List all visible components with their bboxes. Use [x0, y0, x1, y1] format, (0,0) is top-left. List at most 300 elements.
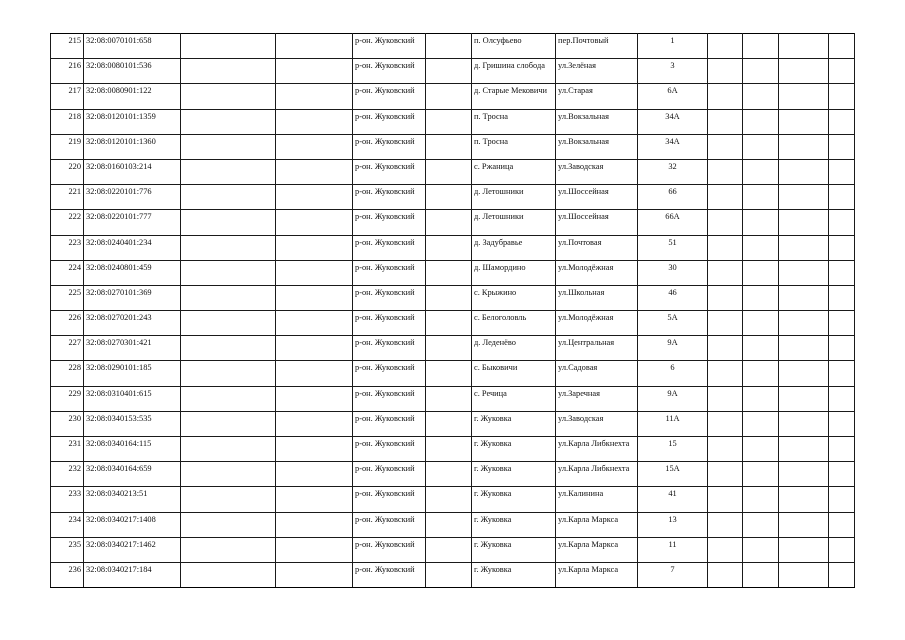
table-row	[51, 109, 855, 134]
cadastral-number: 32:08:0340217:1462	[84, 537, 181, 562]
empty-cell	[779, 134, 829, 159]
empty-cell	[426, 311, 472, 336]
street: ул.Почтовая	[556, 235, 638, 260]
row-number: 231	[51, 437, 84, 462]
empty-cell	[276, 386, 353, 411]
empty-cell	[829, 537, 855, 562]
settlement: с. Речица	[472, 386, 556, 411]
table-row	[51, 285, 855, 310]
table-row	[51, 537, 855, 562]
district: р-он. Жуковский	[353, 336, 426, 361]
empty-cell	[276, 285, 353, 310]
house-number: 34А	[638, 134, 708, 159]
settlement: д. Шамордино	[472, 260, 556, 285]
house-number: 9А	[638, 386, 708, 411]
settlement: с. Крыжино	[472, 285, 556, 310]
empty-cell	[426, 537, 472, 562]
table-row	[51, 59, 855, 84]
empty-cell	[708, 235, 743, 260]
row-number: 233	[51, 487, 84, 512]
street: ул.Заводская	[556, 159, 638, 184]
empty-cell	[829, 562, 855, 587]
empty-cell	[708, 59, 743, 84]
table-row	[51, 437, 855, 462]
empty-cell	[779, 260, 829, 285]
empty-cell	[181, 134, 276, 159]
empty-cell	[181, 84, 276, 109]
settlement: г. Жуковка	[472, 462, 556, 487]
table-row	[51, 210, 855, 235]
empty-cell	[708, 285, 743, 310]
empty-cell	[426, 462, 472, 487]
row-number: 225	[51, 285, 84, 310]
table-row	[51, 260, 855, 285]
empty-cell	[708, 34, 743, 59]
empty-cell	[743, 134, 779, 159]
house-number: 6	[638, 361, 708, 386]
empty-cell	[181, 487, 276, 512]
empty-cell	[276, 487, 353, 512]
house-number: 11	[638, 537, 708, 562]
table-row	[51, 512, 855, 537]
empty-cell	[708, 134, 743, 159]
empty-cell	[708, 336, 743, 361]
empty-cell	[779, 336, 829, 361]
settlement: г. Жуковка	[472, 411, 556, 436]
empty-cell	[779, 59, 829, 84]
empty-cell	[779, 512, 829, 537]
empty-cell	[829, 210, 855, 235]
settlement: д. Леденёво	[472, 336, 556, 361]
house-number: 5А	[638, 311, 708, 336]
empty-cell	[276, 59, 353, 84]
empty-cell	[743, 336, 779, 361]
street: пер.Почтовый	[556, 34, 638, 59]
empty-cell	[779, 562, 829, 587]
empty-cell	[743, 185, 779, 210]
cadastral-number: 32:08:0080101:536	[84, 59, 181, 84]
empty-cell	[829, 34, 855, 59]
row-number: 221	[51, 185, 84, 210]
empty-cell	[426, 411, 472, 436]
empty-cell	[829, 311, 855, 336]
empty-cell	[276, 411, 353, 436]
house-number: 41	[638, 487, 708, 512]
street: ул.Зелёная	[556, 59, 638, 84]
row-number: 222	[51, 210, 84, 235]
district: р-он. Жуковский	[353, 311, 426, 336]
empty-cell	[181, 361, 276, 386]
district: р-он. Жуковский	[353, 134, 426, 159]
row-number: 224	[51, 260, 84, 285]
empty-cell	[426, 84, 472, 109]
table-row	[51, 361, 855, 386]
empty-cell	[426, 562, 472, 587]
house-number: 30	[638, 260, 708, 285]
district: р-он. Жуковский	[353, 487, 426, 512]
empty-cell	[276, 134, 353, 159]
empty-cell	[276, 185, 353, 210]
empty-cell	[181, 210, 276, 235]
settlement: д. Летошники	[472, 185, 556, 210]
empty-cell	[276, 462, 353, 487]
empty-cell	[181, 311, 276, 336]
cadastral-number: 32:08:0220101:777	[84, 210, 181, 235]
street: ул.Вокзальная	[556, 109, 638, 134]
empty-cell	[426, 512, 472, 537]
empty-cell	[708, 512, 743, 537]
empty-cell	[426, 134, 472, 159]
house-number: 66А	[638, 210, 708, 235]
cadastral-number: 32:08:0310401:615	[84, 386, 181, 411]
empty-cell	[426, 386, 472, 411]
cadastral-number: 32:08:0340153:535	[84, 411, 181, 436]
cadastral-number: 32:08:0340164:659	[84, 462, 181, 487]
street: ул.Карла Маркса	[556, 512, 638, 537]
empty-cell	[181, 235, 276, 260]
empty-cell	[276, 109, 353, 134]
cadastral-number: 32:08:0070101:658	[84, 34, 181, 59]
house-number: 1	[638, 34, 708, 59]
empty-cell	[426, 285, 472, 310]
empty-cell	[829, 59, 855, 84]
district: р-он. Жуковский	[353, 285, 426, 310]
empty-cell	[829, 285, 855, 310]
street: ул.Заречная	[556, 386, 638, 411]
settlement: г. Жуковка	[472, 562, 556, 587]
empty-cell	[829, 260, 855, 285]
empty-cell	[181, 562, 276, 587]
district: р-он. Жуковский	[353, 59, 426, 84]
empty-cell	[181, 34, 276, 59]
street: ул.Шоссейная	[556, 210, 638, 235]
empty-cell	[743, 437, 779, 462]
street: ул.Карла Маркса	[556, 537, 638, 562]
house-number: 46	[638, 285, 708, 310]
empty-cell	[779, 487, 829, 512]
empty-cell	[743, 411, 779, 436]
cadastral-number: 32:08:0120101:1360	[84, 134, 181, 159]
empty-cell	[708, 537, 743, 562]
district: р-он. Жуковский	[353, 512, 426, 537]
table-row	[51, 462, 855, 487]
house-number: 51	[638, 235, 708, 260]
empty-cell	[779, 159, 829, 184]
empty-cell	[426, 235, 472, 260]
cadastral-number: 32:08:0270101:369	[84, 285, 181, 310]
street: ул.Карла Либкнехта	[556, 462, 638, 487]
empty-cell	[181, 59, 276, 84]
settlement: с. Быковичи	[472, 361, 556, 386]
row-number: 226	[51, 311, 84, 336]
empty-cell	[426, 437, 472, 462]
table-row	[51, 386, 855, 411]
settlement: д. Старые Мековичи	[472, 84, 556, 109]
empty-cell	[708, 361, 743, 386]
empty-cell	[708, 487, 743, 512]
table-row	[51, 134, 855, 159]
table-row	[51, 487, 855, 512]
empty-cell	[426, 159, 472, 184]
empty-cell	[829, 512, 855, 537]
house-number: 13	[638, 512, 708, 537]
settlement: с. Ржаница	[472, 159, 556, 184]
empty-cell	[779, 34, 829, 59]
cadastral-number: 32:08:0220101:776	[84, 185, 181, 210]
district: р-он. Жуковский	[353, 34, 426, 59]
cadastral-number: 32:08:0270201:243	[84, 311, 181, 336]
row-number: 236	[51, 562, 84, 587]
empty-cell	[708, 562, 743, 587]
empty-cell	[743, 285, 779, 310]
empty-cell	[276, 210, 353, 235]
settlement: п. Тросна	[472, 134, 556, 159]
street: ул.Заводская	[556, 411, 638, 436]
empty-cell	[708, 84, 743, 109]
row-number: 230	[51, 411, 84, 436]
settlement: г. Жуковка	[472, 537, 556, 562]
empty-cell	[181, 336, 276, 361]
table-row	[51, 159, 855, 184]
empty-cell	[779, 462, 829, 487]
district: р-он. Жуковский	[353, 411, 426, 436]
cadastral-number: 32:08:0340217:184	[84, 562, 181, 587]
empty-cell	[181, 537, 276, 562]
street: ул.Карла Маркса	[556, 562, 638, 587]
empty-cell	[743, 386, 779, 411]
empty-cell	[708, 411, 743, 436]
cadastral-number: 32:08:0080901:122	[84, 84, 181, 109]
empty-cell	[181, 260, 276, 285]
table-row	[51, 311, 855, 336]
settlement: г. Жуковка	[472, 487, 556, 512]
cadastral-number: 32:08:0290101:185	[84, 361, 181, 386]
cadastral-number: 32:08:0270301:421	[84, 336, 181, 361]
row-number: 235	[51, 537, 84, 562]
street: ул.Вокзальная	[556, 134, 638, 159]
empty-cell	[708, 462, 743, 487]
empty-cell	[743, 562, 779, 587]
row-number: 227	[51, 336, 84, 361]
cadastral-number: 32:08:0120101:1359	[84, 109, 181, 134]
empty-cell	[829, 235, 855, 260]
empty-cell	[426, 210, 472, 235]
empty-cell	[426, 487, 472, 512]
empty-cell	[743, 512, 779, 537]
row-number: 232	[51, 462, 84, 487]
empty-cell	[829, 487, 855, 512]
empty-cell	[779, 235, 829, 260]
house-number: 11А	[638, 411, 708, 436]
empty-cell	[708, 185, 743, 210]
district: р-он. Жуковский	[353, 159, 426, 184]
empty-cell	[708, 311, 743, 336]
house-number: 15А	[638, 462, 708, 487]
empty-cell	[743, 487, 779, 512]
street: ул.Старая	[556, 84, 638, 109]
empty-cell	[708, 386, 743, 411]
house-number: 66	[638, 185, 708, 210]
district: р-он. Жуковский	[353, 260, 426, 285]
empty-cell	[743, 34, 779, 59]
empty-cell	[276, 336, 353, 361]
empty-cell	[743, 361, 779, 386]
empty-cell	[426, 34, 472, 59]
empty-cell	[181, 159, 276, 184]
empty-cell	[829, 109, 855, 134]
empty-cell	[743, 210, 779, 235]
cadastral-number: 32:08:0340164:115	[84, 437, 181, 462]
property-registry-table	[50, 33, 855, 588]
table-row	[51, 34, 855, 59]
row-number: 223	[51, 235, 84, 260]
house-number: 6А	[638, 84, 708, 109]
settlement: п. Тросна	[472, 109, 556, 134]
empty-cell	[829, 361, 855, 386]
settlement: г. Жуковка	[472, 437, 556, 462]
settlement: г. Жуковка	[472, 512, 556, 537]
street: ул.Садовая	[556, 361, 638, 386]
empty-cell	[779, 411, 829, 436]
empty-cell	[181, 437, 276, 462]
empty-cell	[276, 512, 353, 537]
empty-cell	[181, 185, 276, 210]
table-row	[51, 562, 855, 587]
table-body	[51, 34, 855, 588]
settlement: д. Гришина слобода	[472, 59, 556, 84]
street: ул.Центральная	[556, 336, 638, 361]
empty-cell	[829, 84, 855, 109]
street: ул.Молодёжная	[556, 260, 638, 285]
district: р-он. Жуковский	[353, 537, 426, 562]
empty-cell	[426, 260, 472, 285]
empty-cell	[743, 462, 779, 487]
empty-cell	[829, 134, 855, 159]
empty-cell	[276, 84, 353, 109]
empty-cell	[276, 159, 353, 184]
empty-cell	[276, 437, 353, 462]
empty-cell	[276, 361, 353, 386]
table-row	[51, 411, 855, 436]
cadastral-number: 32:08:0340213:51	[84, 487, 181, 512]
empty-cell	[181, 285, 276, 310]
empty-cell	[829, 462, 855, 487]
empty-cell	[708, 109, 743, 134]
empty-cell	[743, 235, 779, 260]
empty-cell	[276, 235, 353, 260]
empty-cell	[743, 260, 779, 285]
district: р-он. Жуковский	[353, 109, 426, 134]
empty-cell	[708, 210, 743, 235]
row-number: 217	[51, 84, 84, 109]
empty-cell	[181, 462, 276, 487]
row-number: 215	[51, 34, 84, 59]
cadastral-number: 32:08:0160103:214	[84, 159, 181, 184]
empty-cell	[708, 437, 743, 462]
row-number: 220	[51, 159, 84, 184]
row-number: 219	[51, 134, 84, 159]
empty-cell	[276, 260, 353, 285]
empty-cell	[829, 437, 855, 462]
district: р-он. Жуковский	[353, 462, 426, 487]
settlement: с. Белоголовль	[472, 311, 556, 336]
empty-cell	[426, 336, 472, 361]
district: р-он. Жуковский	[353, 235, 426, 260]
empty-cell	[779, 210, 829, 235]
empty-cell	[743, 159, 779, 184]
empty-cell	[829, 336, 855, 361]
cadastral-number: 32:08:0240401:234	[84, 235, 181, 260]
house-number: 34А	[638, 109, 708, 134]
empty-cell	[779, 311, 829, 336]
empty-cell	[276, 34, 353, 59]
table-row	[51, 235, 855, 260]
empty-cell	[181, 109, 276, 134]
empty-cell	[779, 84, 829, 109]
empty-cell	[829, 411, 855, 436]
street: ул.Школьная	[556, 285, 638, 310]
empty-cell	[708, 260, 743, 285]
house-number: 32	[638, 159, 708, 184]
row-number: 216	[51, 59, 84, 84]
table-row	[51, 336, 855, 361]
row-number: 218	[51, 109, 84, 134]
street: ул.Шоссейная	[556, 185, 638, 210]
empty-cell	[426, 109, 472, 134]
district: р-он. Жуковский	[353, 185, 426, 210]
empty-cell	[743, 311, 779, 336]
empty-cell	[276, 537, 353, 562]
empty-cell	[779, 437, 829, 462]
district: р-он. Жуковский	[353, 386, 426, 411]
settlement: д. Летошники	[472, 210, 556, 235]
empty-cell	[779, 285, 829, 310]
empty-cell	[276, 311, 353, 336]
district: р-он. Жуковский	[353, 562, 426, 587]
empty-cell	[779, 185, 829, 210]
empty-cell	[426, 185, 472, 210]
empty-cell	[829, 185, 855, 210]
empty-cell	[829, 386, 855, 411]
district: р-он. Жуковский	[353, 437, 426, 462]
street: ул.Молодёжная	[556, 311, 638, 336]
cadastral-number: 32:08:0340217:1408	[84, 512, 181, 537]
empty-cell	[743, 84, 779, 109]
district: р-он. Жуковский	[353, 84, 426, 109]
empty-cell	[181, 386, 276, 411]
empty-cell	[743, 59, 779, 84]
table-row	[51, 185, 855, 210]
empty-cell	[426, 59, 472, 84]
cadastral-number: 32:08:0240801:459	[84, 260, 181, 285]
empty-cell	[743, 109, 779, 134]
house-number: 3	[638, 59, 708, 84]
empty-cell	[708, 159, 743, 184]
empty-cell	[829, 159, 855, 184]
district: р-он. Жуковский	[353, 361, 426, 386]
empty-cell	[181, 411, 276, 436]
empty-cell	[743, 537, 779, 562]
table-row	[51, 84, 855, 109]
empty-cell	[779, 361, 829, 386]
street: ул.Калинина	[556, 487, 638, 512]
settlement: д. Задубравье	[472, 235, 556, 260]
district: р-он. Жуковский	[353, 210, 426, 235]
row-number: 229	[51, 386, 84, 411]
empty-cell	[426, 361, 472, 386]
empty-cell	[181, 512, 276, 537]
street: ул.Карла Либкнехта	[556, 437, 638, 462]
